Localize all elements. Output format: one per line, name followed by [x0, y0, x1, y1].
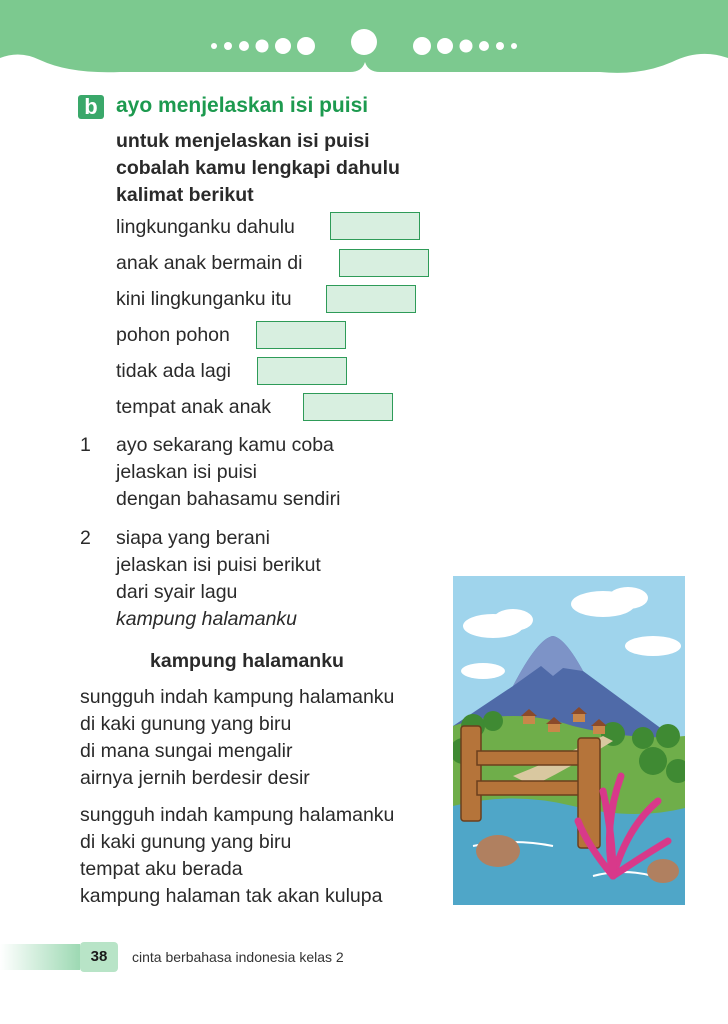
poem-line: sungguh indah kampung halamanku [80, 686, 395, 708]
intro-line-3: kalimat berikut [116, 184, 254, 206]
poem-line: di kaki gunung yang biru [80, 831, 292, 853]
poem-line: airnya jernih berdesir desir [80, 767, 310, 789]
task-line: dari syair lagu [116, 581, 238, 603]
section-title: ayo menjelaskan isi puisi [116, 94, 369, 117]
header-band [0, 0, 728, 80]
task-line: ayo sekarang kamu coba [116, 434, 334, 456]
answer-box[interactable] [257, 357, 347, 385]
poem-line: tempat aku berada [80, 858, 243, 880]
intro-line-1: untuk menjelaskan isi puisi [116, 130, 370, 152]
poem-line: sungguh indah kampung halamanku [80, 804, 395, 826]
answer-box[interactable] [256, 321, 346, 349]
fill-item-label: kini lingkunganku itu [116, 288, 292, 310]
footer-gradient-bar [0, 944, 80, 970]
fill-item-label: anak anak bermain di [116, 252, 303, 274]
section-letter-badge: b [78, 95, 104, 119]
task-number: 1 [80, 434, 91, 456]
answer-box[interactable] [339, 249, 429, 277]
task-line: jelaskan isi puisi berikut [116, 554, 321, 576]
intro-line-2: cobalah kamu lengkapi dahulu [116, 157, 400, 179]
poem-title: kampung halamanku [150, 650, 344, 672]
task-line: jelaskan isi puisi [116, 461, 257, 483]
answer-box[interactable] [330, 212, 420, 240]
fill-item-label: pohon pohon [116, 324, 230, 346]
answer-box[interactable] [303, 393, 393, 421]
answer-box[interactable] [326, 285, 416, 313]
song-title-italic: kampung halamanku [116, 608, 298, 630]
fill-item-label: tidak ada lagi [116, 360, 231, 382]
page-number: 38 [80, 942, 118, 972]
task-number: 2 [80, 527, 91, 549]
poem-line: di mana sungai mengalir [80, 740, 293, 762]
poem-line: di kaki gunung yang biru [80, 713, 292, 735]
village-mountain-illustration [453, 576, 685, 905]
poem-line: kampung halaman tak akan kulupa [80, 885, 383, 907]
fill-item-label: tempat anak anak [116, 396, 272, 418]
task-line: siapa yang berani [116, 527, 270, 549]
task-line: dengan bahasamu sendiri [116, 488, 341, 510]
fill-item-label: lingkunganku dahulu [116, 216, 295, 238]
footer-book-title: cinta berbahasa indonesia kelas 2 [132, 949, 344, 965]
